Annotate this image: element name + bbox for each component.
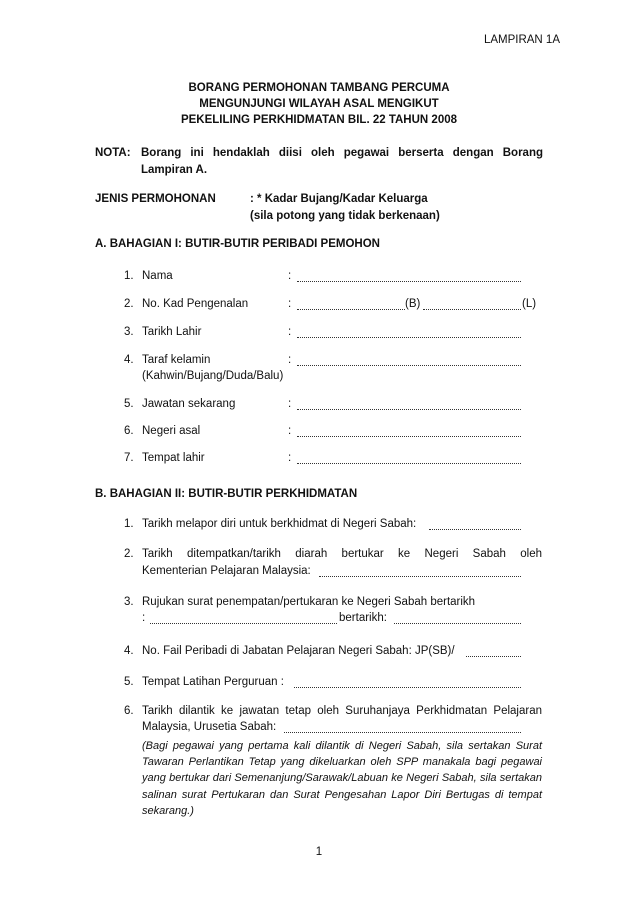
appointment-note (142, 738, 542, 819)
posting-letter-ref-label: Rujukan surat penempatan/pertukaran ke Negeri Sabah bertarikh (142, 596, 476, 608)
home-state-label: Negeri asal (142, 425, 201, 437)
b-item-number: 5. (124, 676, 134, 688)
posting-date-label-line-2: Kementerian Pelajaran Malaysia: (142, 565, 311, 577)
note-line-2: Lampiran A. (141, 164, 208, 176)
colon: : (288, 354, 292, 366)
marital-status-label: Taraf kelamin (142, 354, 211, 366)
a-item-number: 3. (124, 326, 134, 338)
ic-field-l[interactable] (423, 299, 521, 310)
appointment-note-line: sekarang.) (142, 804, 194, 817)
ic-mark-b: (B) (405, 298, 421, 310)
a-item-number: 1. (124, 270, 134, 282)
colon: : (288, 326, 292, 338)
birthplace-field[interactable] (297, 453, 521, 464)
appointment-date-label-line-1: Tarikh dilantik ke jawatan tetap oleh Suruhanjaya Perkhidmatan Pelajaran (142, 705, 542, 717)
name-field[interactable] (297, 271, 521, 282)
posting-letter-ref-field[interactable] (150, 613, 337, 624)
b-item-number: 1. (124, 518, 134, 530)
b-item-number: 2. (124, 548, 134, 560)
a-item-number: 6. (124, 425, 134, 437)
home-state-field[interactable] (297, 426, 521, 437)
application-type-hint: (sila potong yang tidak berkenaan) (250, 210, 440, 222)
a-item-number: 2. (124, 298, 134, 310)
appointment-note-line: Tawaran Perlantikan Tetap yang dikeluarkan oleh SPP manakala bagi pegawai (142, 756, 542, 769)
section-b-heading: B. BAHAGIAN II: BUTIR-BUTIR PERKHIDMATAN (95, 488, 358, 500)
marital-status-field[interactable] (297, 355, 521, 366)
position-field[interactable] (297, 399, 521, 410)
ic-mark-l: (L) (522, 298, 537, 310)
ic-label: No. Kad Pengenalan (142, 298, 249, 310)
dob-field[interactable] (297, 327, 521, 338)
title-line-1: BORANG PERMOHONAN TAMBANG PERCUMA (188, 82, 450, 94)
posting-letter-ref-colon: : (142, 612, 146, 624)
report-date-field[interactable] (429, 519, 521, 530)
colon: : (288, 398, 292, 410)
a-item-number: 7. (124, 452, 134, 464)
colon: : (288, 452, 292, 464)
colon: : (288, 425, 292, 437)
appointment-note-line: (Bagi pegawai yang pertama kali dilantik di Negeri Sabah, sila sertakan Surat (142, 740, 542, 752)
appointment-date-label-line-2: Malaysia, Urusetia Sabah: (142, 721, 277, 733)
posting-letter-date-label: bertarikh: (339, 612, 387, 624)
appointment-date-field[interactable] (284, 722, 521, 733)
name-label: Nama (142, 270, 173, 282)
form-title (0, 80, 638, 128)
report-date-label: Tarikh melapor diri untuk berkhidmat di Negeri Sabah: (142, 518, 417, 530)
appointment-note-line: salinan surat Pertukaran dan Surat Pengesahan Lapor Diri Bertugas di tempat (142, 788, 542, 801)
colon: : (288, 298, 292, 310)
title-line-3: PEKELILING PERKHIDMATAN BIL. 22 TAHUN 2008 (180, 114, 458, 126)
posting-date-label-line-1: Tarikh ditempatkan/tarikh diarah bertukar ke Negeri Sabah oleh (142, 548, 542, 560)
training-college-label: Tempat Latihan Perguruan : (142, 676, 284, 688)
posting-date-field[interactable] (319, 566, 521, 577)
note-label: NOTA: (95, 147, 131, 159)
application-type-label: JENIS PERMOHONAN (95, 193, 216, 205)
b-item-number: 4. (124, 645, 134, 657)
ic-field-b[interactable] (297, 299, 405, 310)
position-label: Jawatan sekarang (142, 398, 236, 410)
birthplace-label: Tempat lahir (142, 452, 205, 464)
a-item-number: 5. (124, 398, 134, 410)
appointment-note-line: yang bertukar dari Semenanjung/Sarawak/Labuan ke Negeri Sabah, sila sertakan (142, 772, 542, 785)
personal-file-label: No. Fail Peribadi di Jabatan Pelajaran Negeri Sabah: JP(SB)/ (142, 645, 455, 657)
training-college-field[interactable] (294, 677, 521, 688)
appendix-label: LAMPIRAN 1A (483, 34, 560, 46)
dob-label: Tarikh Lahir (142, 326, 202, 338)
note-line-1: Borang ini hendaklah diisi oleh pegawai berserta dengan Borang (141, 147, 543, 159)
application-type-value: : * Kadar Bujang/Kadar Keluarga (250, 193, 428, 205)
colon: : (288, 270, 292, 282)
section-a-heading: A. BAHAGIAN I: BUTIR-BUTIR PERIBADI PEMOHON (95, 238, 380, 250)
a-item-number: 4. (124, 354, 134, 366)
b-item-number: 3. (124, 596, 134, 608)
page-number: 1 (315, 846, 323, 858)
b-item-number: 6. (124, 705, 134, 717)
personal-file-field[interactable] (466, 646, 521, 657)
title-line-2: MENGUNJUNGI WILAYAH ASAL MENGIKUT (199, 98, 439, 110)
posting-letter-date-field[interactable] (394, 613, 521, 624)
marital-status-options: (Kahwin/Bujang/Duda/Balu) (142, 370, 284, 382)
